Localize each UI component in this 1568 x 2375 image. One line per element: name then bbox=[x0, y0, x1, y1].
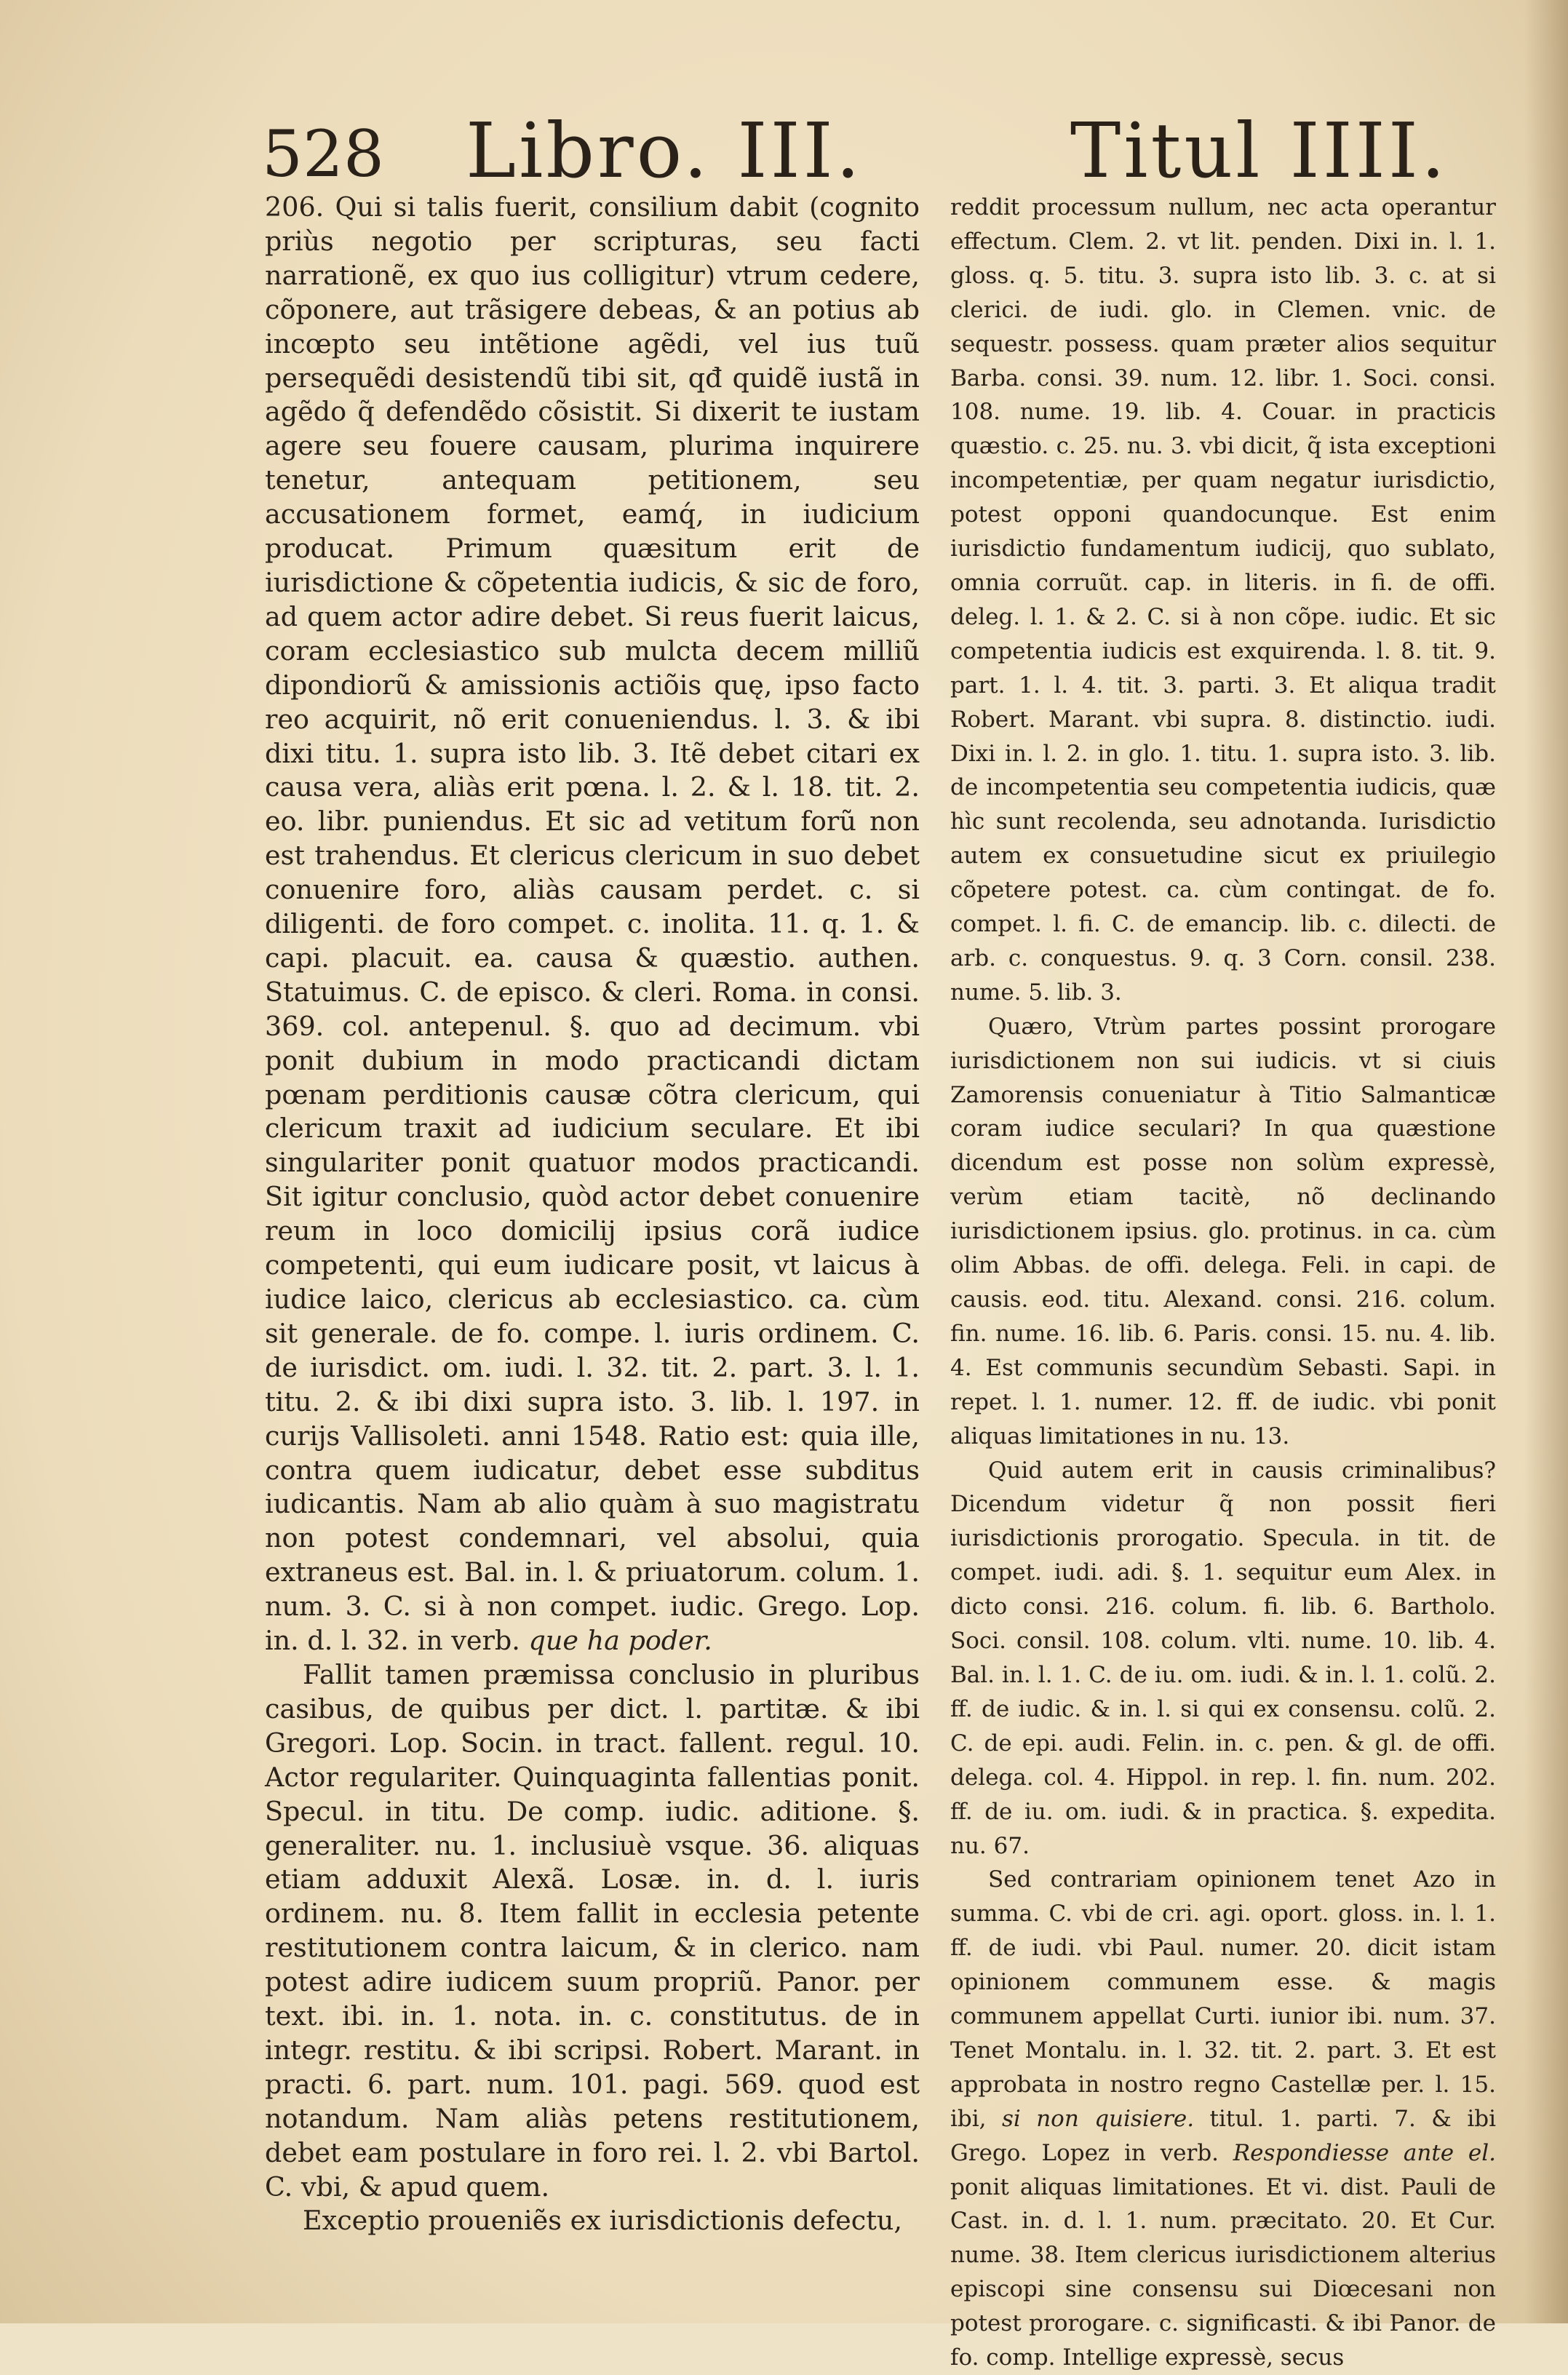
left-paragraph-3: Exceptio proueniẽs ex iurisdictionis defectu, bbox=[303, 2205, 902, 2237]
italic-phrase: que ha poder. bbox=[528, 1625, 712, 1657]
right-paragraph-4 bbox=[950, 1863, 1496, 2375]
right-paragraph-1: reddit processum nullum, nec acta operantur effectum. Clem. 2. vt lit. penden. Dixi in. l. 1. gloss. q. 5. titu. 3. supra isto lib. 3. c. at si clerici. de iudi. glo. in Clemen. vnic. de sequestr. possess. quam præter alios sequitur Barba. consi. 39. num. 12. libr. 1. Soci. consi. 108. nume. 19. lib. 4. Couar. in practicis quæstio. c. 25. nu. 3. vbi dicit, q̃ ista exceptioni incompetentiæ, per quam negatur iurisdictio, potest opponi quandocunque. Est enim iurisdictio fundamentum iudicij, quo sublato, omnia corruũt. cap. in literis. in fi. de offi. deleg. l. 1. & 2. C. si à non cõpe. iudic. Et sic competentia iudicis est exquirenda. l. 8. tit. 9. part. 1. l. 4. tit. 3. parti. 3. Et aliqua tradit Robert. Marant. vbi supra. 8. distinctio. iudi. Dixi in. l. 2. in glo. 1. titu. 1. supra isto. 3. lib. de incompetentia seu competentia iudicis, quæ hìc sunt recolenda, seu adnotanda. Iurisdictio autem ex consuetudine sicut ex priuilegio cõpetere potest. ca. cùm contingat. de fo. compet. l. fi. C. de emancip. lib. c. dilecti. de arb. c. conquestus. 9. q. 3 Corn. consil. 238. nume. 5. lib. 3. bbox=[950, 194, 1496, 1006]
right-column bbox=[950, 191, 1496, 2375]
left-column bbox=[265, 191, 920, 2238]
right-paragraph-4c-text: ponit aliquas limitationes. Et vi. dist. Pauli de Cast. in. d. l. 1. num. præcitato. 20. Et Cur. nume. 38. Item clericus iurisdictionem alterius episcopi sine consensu sui Diœcesani non potest prorogare. c. significasti. & ibi Panor. de fo. comp. Intellige expressè, secus bbox=[950, 2173, 1496, 2371]
left-paragraph-2: Fallit tamen præmissa conclusio in pluribus casibus, de quibus per dict. l. partitæ. & ibi Gregori. Lop. Socin. in tract. fallent. regul. 10. Actor regulariter. Quinquaginta fallentias ponit. Specul. in titu. De comp. iudic. aditione. §. generaliter. nu. 1. inclusiuè vsque. 36. aliquas etiam adduxit Alexã. Losæ. in. d. l. iuris ordinem. nu. 8. Item fallit in ecclesia petente restitutionem contra laicum, & in clerico. nam potest adire iudicem suum propriũ. Panor. per text. ibi. in. 1. nota. in. c. constitutus. de in integr. restitu. & ibi scripsi. Robert. Marant. in practi. 6. part. num. 101. pagi. 569. quod est notandum. Nam aliàs petens restitutionem, debet eam postulare in foro rei. l. 2. vbi Bartol. C. vbi, & apud quem. bbox=[265, 1658, 920, 2203]
left-paragraph-1-text: 206. Qui si talis fuerit, consilium dabit (cognito priùs negotio per scripturas, seu facti narrationẽ, ex quo ius colligitur) vtrum cedere, cõponere, aut trãsigere debeas, & an potius ab incœpto seu intẽtione agẽdi, vel ius tuũ persequẽdi desistendũ tibi sit, qđ quidẽ iustã in agẽdo q̃ defendẽdo cõsistit. Si dixerit te iustam agere seu fouere causam, plurima inquirere tenetur, antequam petitionem, seu accusationem formet, eamq́, in iudicium producat. Primum quæsitum erit de iurisdictione & cõpetentia iudicis, & sic de foro, ad quem actor adire debet. Si reus fuerit laicus, coram ecclesiastico sub mulcta decem milliũ dipondiorũ & amissionis actiõis quę, ipso facto reo acquirit, nõ erit conueniendus. l. 3. & ibi dixi titu. 1. supra isto lib. 3. Itẽ debet citari ex causa vera, aliàs erit pœna. l. 2. & l. 18. tit. 2. eo. libr. puniendus. Et sic ad vetitum forũ non est trahendus. Et clericus clericum in suo debet conuenire foro, aliàs causam perdet. c. si diligenti. de foro compet. c. inolita. 11. q. 1. & capi. placuit. ea. causa & quæstio. authen. Statuimus. C. de episco. & cleri. Roma. in consi. 369. col. antepenul. §. quo ad decimum. vbi ponit dubium in modo practicandi dictam pœnam perditionis causæ cõtra clericum, qui clericum traxit ad iudicium seculare. Et ibi singulariter ponit quatuor modos practicandi. Sit igitur conclusio, quòd actor debet conuenire reum in loco domicilij ipsius corã iudice competenti, qui eum iudicare posit, vt laicus à iudice laico, clericus ab ecclesiastico. ca. cùm sit generale. de fo. compe. l. iuris ordinem. C. de iurisdict. om. iudi. l. 32. tit. 2. part. 3. l. 1. titu. 2. & ibi dixi supra isto. 3. lib. l. 197. in curijs Vallisoleti. anni 1548. Ratio est: quia ille, contra quem iudicatur, debet esse subditus iudicantis. Nam ab alio quàm à suo magistratu non potest condemnari, vel absolui, quia extraneus est. Bal. in. l. & priuatorum. colum. 1. num. 3. C. si à non compet. iudic. Grego. Lop. in. d. l. 32. in verb. bbox=[265, 191, 920, 1657]
book-heading: Libro. III. bbox=[466, 106, 863, 195]
folio-number: 528 bbox=[262, 116, 384, 191]
right-paragraph-4b-text: titul. 1. parti. 7. & ibi Grego. Lopez in verb. bbox=[950, 2105, 1496, 2166]
right-paragraph-4-text: Sed contrariam opinionem tenet Azo in summa. C. vbi de cri. agi. oport. gloss. in. l. 1. ff. de iudi. vbi Paul. numer. 20. dicit istam opinionem communem esse. & magis communem appellat Curti. iunior ibi. num. 37. Tenet Montalu. in. l. 32. tit. 2. part. 3. Et est approbata in nostro regno Castellæ per. l. 15. ibi, bbox=[950, 1866, 1496, 2132]
running-header bbox=[262, 102, 1448, 195]
right-paragraph-3: Quid autem erit in causis criminalibus? Dicendum videtur q̃ non possit fieri iurisdictionis prorogatio. Specula. in tit. de compet. iudi. adi. §. 1. sequitur eum Alex. in dicto consi. 216. colum. fi. lib. 6. Bartholo. Soci. consil. 108. colum. vlti. nume. 10. lib. 4. Bal. in. l. 1. C. de iu. om. iudi. & in. l. 1. colũ. 2. ff. de iudic. & in. l. si qui ex consensu. colũ. 2. C. de epi. audi. Felin. in. c. pen. & gl. de offi. delega. col. 4. Hippol. in rep. l. fin. num. 202. ff. de iu. om. iudi. & in practica. §. expedita. nu. 67. bbox=[950, 1457, 1496, 1859]
title-heading: Titul IIII. bbox=[1070, 106, 1448, 195]
italic-phrase-1: si non quisiere. bbox=[1001, 2105, 1195, 2132]
left-paragraph-1 bbox=[265, 191, 920, 1658]
right-paragraph-2: Quæro, Vtrùm partes possint prorogare iurisdictionem non sui iudicis. vt si ciuis Zamorensis conueniatur à Titio Salmanticæ coram iudice seculari? In qua quæstione dicendum est posse non solùm expressè, verùm etiam tacitè, nõ declinando iurisdictionem ipsius. glo. protinus. in ca. cùm olim Abbas. de offi. delega. Feli. in capi. de causis. eod. titu. Alexand. consi. 216. colum. fin. nume. 16. lib. 6. Paris. consi. 15. nu. 4. lib. 4. Est communis secundùm Sebasti. Sapi. in repet. l. 1. numer. 12. ff. de iudic. vbi ponit aliquas limitationes in nu. 13. bbox=[950, 1013, 1496, 1449]
page-gutter-shadow bbox=[1524, 0, 1568, 2323]
italic-phrase-2: Respondiesse ante el. bbox=[1233, 2139, 1496, 2166]
